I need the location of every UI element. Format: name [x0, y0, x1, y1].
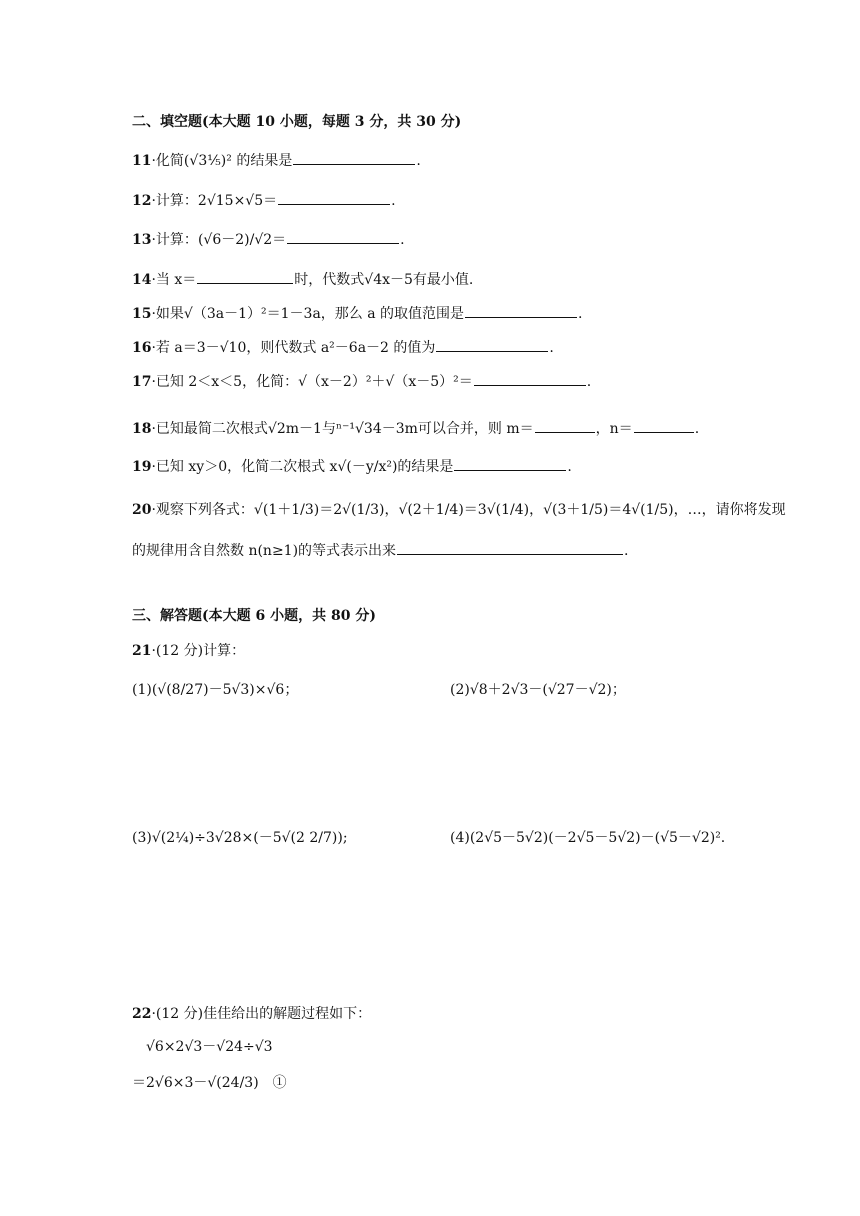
- question-20: [132, 500, 786, 520]
- question-text: ·当 x＝: [151, 272, 197, 288]
- question-text-mid: ，n＝: [595, 421, 633, 437]
- question-text: ·化简(√3⅕)² 的结果是: [151, 153, 293, 169]
- question-21-part-2: (2)√8＋2√3－(√27－√2)；: [450, 682, 626, 698]
- answer-blank[interactable]: [278, 190, 390, 205]
- period: .: [549, 340, 554, 356]
- question-13: [132, 229, 405, 249]
- period: .: [400, 232, 405, 248]
- question-15: [132, 303, 583, 323]
- section-3-title: 三、解答题(本大题 6 小题，共 80 分): [132, 608, 376, 624]
- question-17: [132, 371, 591, 391]
- period: .: [586, 374, 592, 390]
- question-number: 22: [132, 1006, 152, 1022]
- question-21-part-3: (3)√(2¼)÷3√28×(－5√(2 2/7));: [132, 830, 348, 846]
- question-number: 14: [132, 272, 152, 288]
- period: .: [578, 306, 583, 322]
- period: .: [694, 421, 700, 437]
- question-19: [132, 456, 572, 476]
- answer-blank[interactable]: [293, 150, 415, 165]
- question-number: 13: [132, 232, 152, 248]
- question-text: ·如果√（3a－1）²＝1－3a，那么 a 的取值范围是: [151, 306, 465, 322]
- question-text: ·已知 xy＞0，化简二次根式 x√(－y/x²)的结果是: [151, 459, 454, 475]
- answer-blank[interactable]: [454, 456, 566, 471]
- question-text: ·已知最简二次根式√2m－1与ⁿ⁻¹√34－3m可以合并，则 m＝: [151, 421, 534, 437]
- question-number: 15: [132, 306, 152, 322]
- question-number: 18: [132, 421, 152, 437]
- section-2-title: 二、填空题(本大题 10 小题，每题 3 分，共 30 分): [132, 114, 462, 130]
- answer-blank[interactable]: [287, 229, 399, 244]
- question-number: 17: [132, 374, 152, 390]
- question-number: 19: [132, 459, 152, 475]
- question-text: ·已知 2＜x＜5，化简：√（x－2）²＋√（x－5）²＝: [151, 374, 473, 390]
- period: .: [624, 543, 629, 559]
- question-22: [132, 1004, 371, 1024]
- question-text: ·计算：: [151, 232, 198, 248]
- question-number: 16: [132, 340, 152, 356]
- question-text: ·(12 分)计算：: [151, 643, 246, 659]
- period: .: [567, 459, 572, 475]
- question-11: [132, 150, 421, 170]
- question-14: [132, 269, 473, 289]
- question-expression: (√6－2)/√2＝: [197, 232, 287, 248]
- question-18: [132, 418, 699, 438]
- question-number: 12: [132, 193, 152, 209]
- question-21-part-4: (4)(2√5－5√2)(－2√5－5√2)－(√5－√2)².: [450, 830, 726, 846]
- question-21-part-1: (1)(√(8/27)－5√3)×√6；: [132, 682, 299, 698]
- answer-blank-m[interactable]: [535, 418, 595, 433]
- question-text: ·(12 分)佳佳给出的解题过程如下：: [151, 1006, 372, 1022]
- question-text: ·计算：2√15×√5＝: [151, 193, 278, 209]
- period: .: [416, 153, 421, 169]
- question-number: 20: [132, 502, 152, 518]
- question-number: 11: [132, 153, 152, 169]
- answer-blank[interactable]: [197, 269, 293, 284]
- answer-blank[interactable]: [436, 337, 548, 352]
- period: .: [468, 272, 474, 288]
- answer-blank[interactable]: [474, 371, 586, 386]
- solution-line-1: √6×2√3－√24÷√3: [146, 1039, 273, 1055]
- question-number: 21: [132, 643, 152, 659]
- question-text: ·观察下列各式：√(1＋1/3)＝2√(1/3)，√(2＋1/4)＝3√(1/4)，√(3＋1/5)＝4√(1/5)，…，请你将发现: [151, 502, 786, 518]
- question-21: [132, 641, 245, 661]
- answer-blank[interactable]: [397, 540, 623, 555]
- answer-blank[interactable]: [465, 303, 577, 318]
- question-12: [132, 190, 396, 210]
- period: .: [391, 193, 396, 209]
- question-16: [132, 337, 554, 357]
- question-text: ·若 a＝3－√10，则代数式 a²－6a－2 的值为: [151, 340, 436, 356]
- question-text: 的规律用含自然数 n(n≥1)的等式表示出来: [132, 543, 397, 559]
- question-text-suffix: 时，代数式√4x－5有最小值: [294, 272, 469, 288]
- answer-blank-n[interactable]: [634, 418, 694, 433]
- solution-line-2: ＝2√6×3－√(24/3) ①: [132, 1075, 287, 1091]
- question-20-line2: [132, 540, 629, 560]
